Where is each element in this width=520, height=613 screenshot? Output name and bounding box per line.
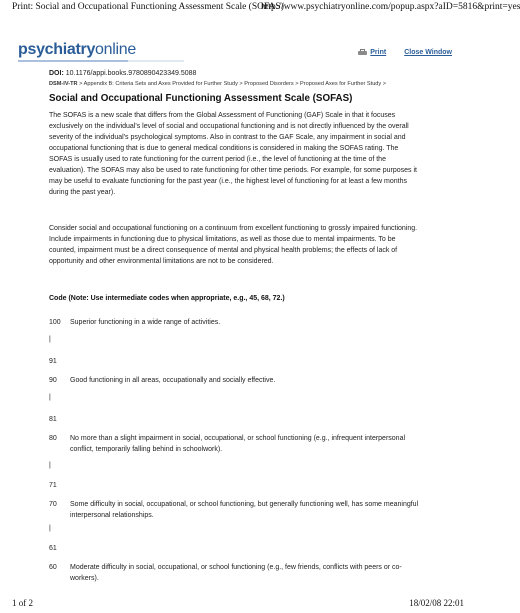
logo-underline-fade (128, 60, 184, 62)
scale-code: 80 (49, 435, 57, 442)
range-bar: | (49, 336, 51, 343)
range-bar: | (49, 525, 51, 532)
logo-underline (18, 60, 128, 62)
psychiatryonline-logo[interactable] (18, 40, 136, 60)
doi-value: 10.1176/appi.books.9780890423349.5088 (65, 70, 197, 77)
close-window-link[interactable]: Close Window (404, 49, 452, 56)
site-header (18, 40, 466, 64)
page-title: Social and Occupational Functioning Assessment Scale (SOFAS) (49, 93, 353, 104)
scale-code: 70 (49, 501, 57, 508)
scale-description: Superior functioning in a wide range of activities. (70, 319, 221, 326)
logo-part-online: online (95, 41, 136, 58)
scale-code: 90 (49, 377, 57, 384)
scale-code: 91 (49, 358, 57, 365)
print-link[interactable]: Print (370, 49, 387, 56)
scale-code: 60 (49, 564, 57, 571)
intro-paragraph: The SOFAS is a new scale that differs from the Global Assessment of Functioning (GAF) Scale in that it focuses exclusively on the individual's level of social and occupational functioning and is not directly influenced by the overall severity of the individual's psychological symptoms. Also in contrast to the GAF Scale, any impairment in social and occupational functioning that is due to general medical conditions is considered in making the SOFAS rating. The SOFAS is usually used to rate functioning for the current period (i.e., the level of functioning at the time of the evaluation). The SOFAS may also be used to rate functioning for other time periods. For example, for some purposes it may be useful to evaluate functioning for the past year (i.e., the highest level of functioning for at least a few months during the past year). (49, 112, 417, 196)
scale-code: 100 (49, 319, 61, 326)
printer-icon[interactable] (358, 49, 367, 56)
scale-code: 81 (49, 416, 57, 423)
scale-description: No more than a slight impairment in social, occupational, or school functioning (e.g., infrequent interpersonal conflict, temporarily falling behind in schoolwork). (70, 435, 406, 453)
range-bar: | (49, 462, 51, 469)
print-page-url: http://www.psychiatryonline.com/popup.aspx?aID=5816&print=yes (261, 2, 520, 12)
logo-part-psychiatry: psychiatry (18, 41, 96, 58)
breadcrumb-lead[interactable]: DSM-IV-TR (49, 81, 78, 87)
scale-description: Some difficulty in social, occupational, or school functioning, but generally functioning well, has some meaningful interpersonal relationships. (70, 501, 419, 519)
breadcrumb (49, 81, 386, 87)
doi-label: DOI: (49, 70, 64, 77)
print-page-title: Print: Social and Occupational Functioning Assessment Scale (SOFAS) (12, 2, 284, 12)
range-bar: | (49, 394, 51, 401)
print-header (12, 2, 520, 16)
page-number: 1 of 2 (12, 598, 33, 608)
instructions-paragraph: Consider social and occupational functioning on a continuum from excellent functioning to grossly impaired functioning. Include impairments in functioning due to physical limitations, as well as those due to mental impairments. To be counted, impairment must be a direct consequence of mental and physical health problems; the effects of lack of opportunity and other environmental limitations are not to be considered. (49, 225, 418, 265)
breadcrumb-path[interactable]: > Appendix B: Criteria Sets and Axes Provided for Further Study > Proposed Disorders > Proposed Axes for Further Study > (77, 81, 387, 87)
scale-description: Good functioning in all areas, occupationally and socially effective. (70, 377, 276, 384)
scale-code: 71 (49, 482, 57, 489)
print-datetime: 18/02/08 22:01 (409, 598, 464, 608)
header-actions (358, 49, 452, 56)
doi-line (49, 70, 196, 77)
scale-description: Moderate difficulty in social, occupational, or school functioning (e.g., few friends, conflicts with peers or co-workers). (70, 564, 402, 582)
scale-code: 61 (49, 545, 57, 552)
code-column-header: Code (Note: Use intermediate codes when appropriate, e.g., 45, 68, 72.) (49, 295, 285, 302)
